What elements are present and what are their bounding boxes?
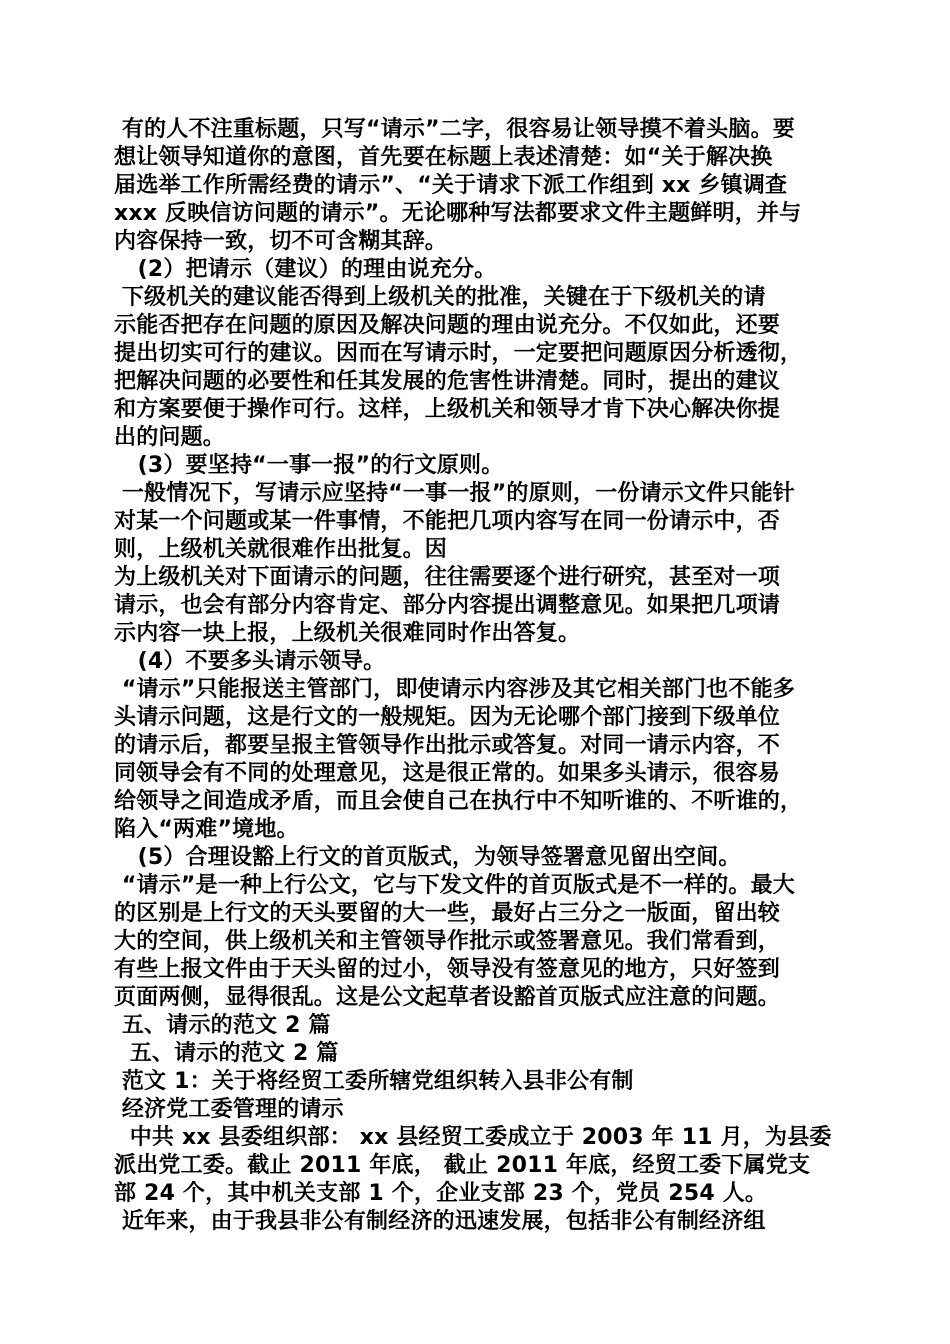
text-line: 和方案要便于操作可行。这样，上级机关和领导才肯下决心解决你提 <box>114 397 781 422</box>
section-heading: (4）不要多头请示领导。 <box>114 649 386 674</box>
text-line: 部 24 个，其中机关支部 1 个，企业支部 23 个，党员 254 人。 <box>114 1181 768 1206</box>
text-line: 则，上级机关就很难作出批复。因 <box>114 537 448 562</box>
text-line: 为上级机关对下面请示的问题，往往需要逐个进行研究，甚至对一项 <box>114 565 781 590</box>
text-line: 陷入“两难”境地。 <box>114 817 299 842</box>
text-line: 下级机关的建议能否得到上级机关的批准，关键在于下级机关的请 <box>114 285 766 310</box>
section-heading: (5）合理设豁上行文的首页版式，为领导签署意见留出空间。 <box>114 845 741 870</box>
text-line: 想让领导知道你的意图，首先要在标题上表述清楚：如“关于解决换 <box>114 145 773 170</box>
text-line: 把解决问题的必要性和任其发展的危害性讲清楚。同时，提出的建议 <box>114 369 781 394</box>
text-line: 页面两侧，显得很乱。这是公文起草者设豁首页版式应注意的问题。 <box>114 985 781 1010</box>
text-line: 的请示后，都要呈报主管领导作出批示或答复。对同一请示内容，不 <box>114 733 781 758</box>
text-line: 一般情况下，写请示应坚持“一事一报”的原则，一份请示文件只能针 <box>114 481 795 506</box>
text-line: 派出党工委。截止 2011 年底， 截止 2011 年底，经贸工委下属党支 <box>114 1153 811 1178</box>
section-heading: (3）要坚持“一事一报”的行文原则。 <box>114 453 504 478</box>
text-line: “请示”是一种上行公文，它与下发文件的首页版式是不一样的。最大 <box>114 873 795 898</box>
text-line: “请示”只能报送主管部门，即使请示内容涉及其它相关部门也不能多 <box>114 677 795 702</box>
text-line: 近年来，由于我县非公有制经济的迅速发展，包括非公有制经济组 <box>114 1209 766 1234</box>
text-line: 示内容一块上报，上级机关很难同时作出答复。 <box>114 621 581 646</box>
text-line: 提出切实可行的建议。因而在写请示时，一定要把问题原因分析透彻， <box>114 341 803 366</box>
sample-title: 经济党工委管理的请示 <box>114 1097 344 1122</box>
section-heading: (2）把请示（建议）的理由说充分。 <box>114 257 497 282</box>
text-line: 示能否把存在问题的原因及解决问题的理由说充分。不仅如此，还要 <box>114 313 781 338</box>
text-line: 有些上报文件由于天头留的过小，领导没有签意见的地方，只好签到 <box>114 957 781 982</box>
text-line: 大的空间，供上级机关和主管领导作批示或签署意见。我们常看到， <box>114 929 781 954</box>
text-line: 出的问题。 <box>114 425 226 450</box>
text-line: 头请示问题，这是行文的一般规矩。因为无论哪个部门接到下级单位 <box>114 705 781 730</box>
text-line: 同领导会有不同的处理意见，这是很正常的。如果多头请示，很容易 <box>114 761 781 786</box>
text-line: 对某一个问题或某一件事情，不能把几项内容写在同一份请示中，否 <box>114 509 781 534</box>
text-line: 内容保持一致，切不可含糊其辞。 <box>114 229 448 254</box>
text-line: xxx 反映信访问题的请示”。无论哪种写法都要求文件主题鲜明，并与 <box>114 201 802 226</box>
text-line: 请示，也会有部分内容肯定、部分内容提出调整意见。如果把几项请 <box>114 593 781 618</box>
sample-title: 范文 1：关于将经贸工委所辖党组织转入县非公有制 <box>114 1069 634 1094</box>
text-line: 有的人不注重标题，只写“请示”二字，很容易让领导摸不着头脑。要 <box>114 117 795 142</box>
text-line: 的区别是上行文的天头要留的大一些，最好占三分之一版面，留出较 <box>114 901 781 926</box>
text-line: 中共 xx 县委组织部： xx 县经贸工委成立于 2003 年 11 月，为县委 <box>114 1125 832 1150</box>
section-heading: 五、请示的范文 2 篇 <box>114 1013 331 1038</box>
text-line: 届选举工作所需经费的请示”、“关于请求下派工作组到 xx 乡镇调查 <box>114 173 788 198</box>
section-heading: 五、请示的范文 2 篇 <box>114 1041 339 1066</box>
text-line: 给领导之间造成矛盾，而且会使自己在执行中不知听谁的、不听谁的， <box>114 789 803 814</box>
